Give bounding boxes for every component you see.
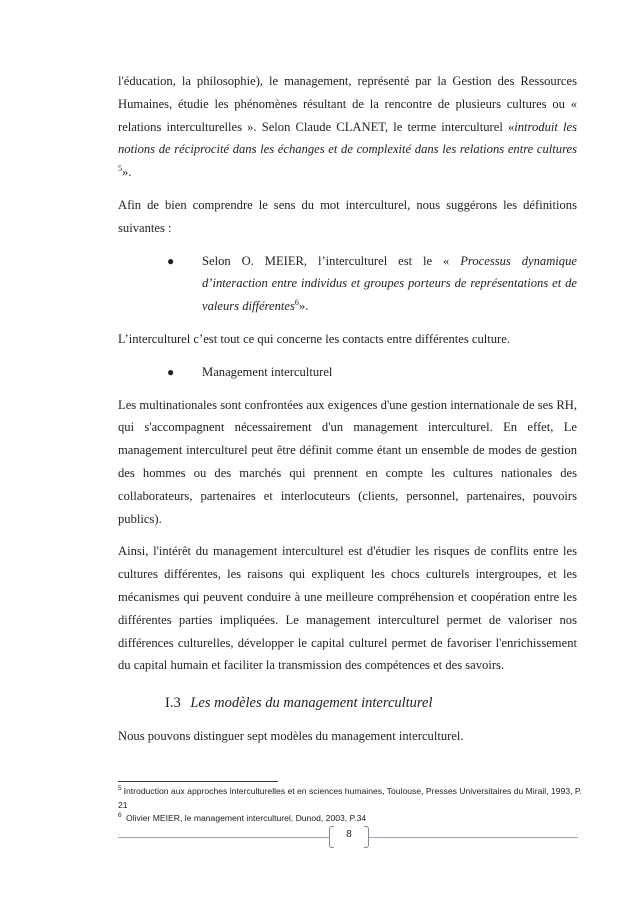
body-text xyxy=(118,70,577,748)
bullet-1-text: Selon O. MEIER, l’interculturel est le « xyxy=(202,253,450,268)
paragraph-5: Ainsi, l'intérêt du management interculturel est d'étudier les risques de conflits entre les cultures différentes, les raisons qui expliquent les chocs culturels intergroupes, et les mécanismes qui peuvent conduire à une meilleure compréhension et coopération entre les différentes parties impliquées. Le management interculturel permet de valoriser nos différences culturelles, développer le capital culturel permet de favoriser l'enrichissement du capital humain et faciliter la transmission des compétences et des savoirs. xyxy=(118,544,577,673)
paragraph-6: Nous pouvons distinguer sept modèles du management interculturel. xyxy=(118,729,464,744)
section-number: I.3 xyxy=(165,695,181,712)
section-heading xyxy=(118,691,577,715)
bullet-2-text: Management interculturel xyxy=(202,364,333,379)
bullet-item-management xyxy=(118,361,577,384)
footnote-ref-6: 6 xyxy=(294,297,299,307)
footnote-text: Introduction aux approches interculturelles et en sciences humaines, Toulouse, Presses Universitaires du Mirail, 1993, P. 21 xyxy=(118,786,582,810)
paragraph-1 xyxy=(118,70,577,184)
right-bracket-icon xyxy=(364,826,369,848)
paragraph-2: Afin de bien comprendre le sens du mot interculturel, nous suggérons les définitions suivantes : xyxy=(118,197,577,235)
section-title: Les modèles du management interculturel xyxy=(190,695,433,712)
footnote-5 xyxy=(118,785,588,812)
footnote-mark: 6 xyxy=(118,812,122,820)
footnote-separator xyxy=(118,781,278,782)
paragraph-1-text: l'éducation, la philosophie), le management, représenté par la Gestion des Ressources Humaines, étudie les phénomènes résultant de la rencontre de plusieurs cultures ou « relations interculturelles ». Selon Claude CLANET, le terme interculturel « xyxy=(118,74,577,134)
clanet-quote: introduit les notions de réciprocité dans les échanges et de complexité dans les relations entre cultures xyxy=(118,119,577,157)
bullet-icon: ● xyxy=(167,364,175,379)
footnote-mark: 5 xyxy=(118,785,122,793)
footnote-text: Olivier MEIER, le management interculturel, Dunod, 2003, P.34 xyxy=(123,813,367,823)
bullet-1-end: ». xyxy=(298,299,309,314)
footnotes xyxy=(118,785,588,826)
page-number-box xyxy=(329,826,369,848)
paragraph-3: L’interculturel c’est tout ce qui concerne les contacts entre différentes culture. xyxy=(118,331,510,346)
meier-quote: Processus dynamique d’interaction entre individus et groupes porteurs de représentations et de valeurs différentes xyxy=(202,253,577,314)
footnote-ref-5: 5 xyxy=(118,164,122,173)
paragraph-1-end: ». xyxy=(122,165,132,180)
page-number: 8 xyxy=(346,829,352,840)
bullet-item-meier xyxy=(118,250,577,318)
bullet-icon: ● xyxy=(167,253,175,268)
paragraph-4: Les multinationales sont confrontées aux exigences d'une gestion internationale de ses RH, qui s'accompagnent nécessairement d'un management interculturel. En effet, Le management interculturel peut être définit comme étant un ensemble de modes de gestion des hommes ou des marchés qui prennent en compte les cultures nationales des collaborateurs, partenaires et interlocuteurs (clients, personnel, partenaires, pouvoirs publics). xyxy=(118,397,577,526)
footnote-6 xyxy=(118,812,588,826)
